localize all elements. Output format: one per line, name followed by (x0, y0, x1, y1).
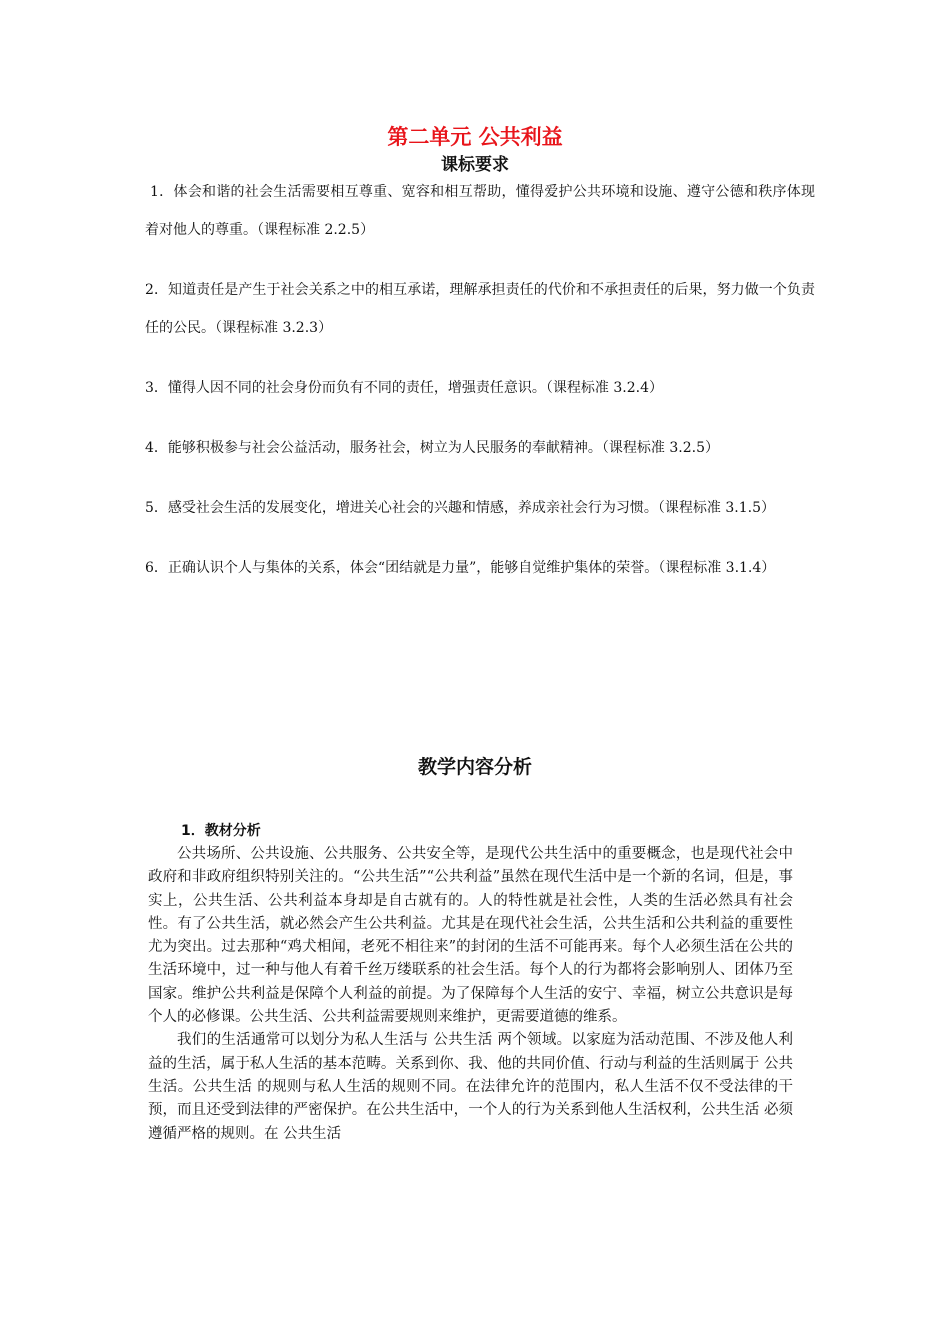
subsection-title-textbook-analysis: 1．教材分析 (181, 823, 261, 839)
requirement-item: 4．能够积极参与社会公益活动，服务社会，树立为人民服务的奉献精神。（课程标准 3.2.5） (145, 440, 719, 456)
requirement-item: 6．正确认识个人与集体的关系，体会“团结就是力量”，能够自觉维护集体的荣誉。（课程标准 3.1.4） (145, 560, 776, 576)
body-paragraph: 公共场所、公共设施、公共服务、公共安全等，是现代公共生活中的重要概念，也是现代社会中政府和非政府组织特别关注的。“公共生活”“公共利益”虽然在现代生活中是一个新的名词，但是，事实上，公共生活、公共利益本身却是自古就有的。人的特性就是社会性，人类的生活必然具有社会性。有了公共生活，就必然会产生公共利益。尤其是在现代社会生活，公共生活和公共利益的重要性尤为突出。过去那种“鸡犬相闻，老死不相往来”的封闭的生活不可能再来。每个人必须生活在公共的生活环境中，过一种与他人有着千丝万缕联系的社会生活。每个人的行为都将会影响别人、团体乃至国家。维护公共利益是保障个人利益的前提。为了保障每个人生活的安宁、幸福，树立公共意识是每个人的必修课。公共生活、公共利益需要规则来维护，更需要道德的维系。 (148, 846, 793, 1026)
section-title-curriculum-requirements: 课标要求 (441, 155, 509, 175)
body-paragraph: 我们的生活通常可以划分为私人生活与 公共生活 两个领域。以家庭为活动范围、不涉及他人利益的生活，属于私人生活的基本范畴。关系到你、我、他的共同价值、行动与利益的生活则属于 公共生活。公共生活 的规则与私人生活的规则不同。在法律允许的范围内，私人生活不仅不受法律的干预，而且还受到法律的严密保护。在公共生活中，一个人的行为关系到他人生活权利，公共生活 必须遵循严格的规则。在 公共生活 (148, 1032, 793, 1142)
requirement-item: 5．感受社会生活的发展变化，增进关心社会的兴趣和情感，养成亲社会行为习惯。（课程标准 3.1.5） (145, 500, 775, 516)
requirement-item: 3．懂得人因不同的社会身份而负有不同的责任，增强责任意识。（课程标准 3.2.4） (145, 380, 663, 396)
analysis-body (148, 843, 793, 1146)
requirement-item: 1．体会和谐的社会生活需要相互尊重、宽容和相互帮助，懂得爱护公共环境和设施、遵守公德和秩序体现着对他人的尊重。（课程标准 2.2.5） (145, 184, 815, 238)
unit-title: 第二单元 公共利益 (387, 125, 563, 149)
requirement-item: 2．知道责任是产生于社会关系之中的相互承诺，理解承担责任的代价和不承担责任的后果，努力做一个负责任的公民。（课程标准 3.2.3） (145, 282, 815, 336)
section-title-content-analysis: 教学内容分析 (417, 756, 532, 778)
requirements-list (145, 173, 815, 609)
